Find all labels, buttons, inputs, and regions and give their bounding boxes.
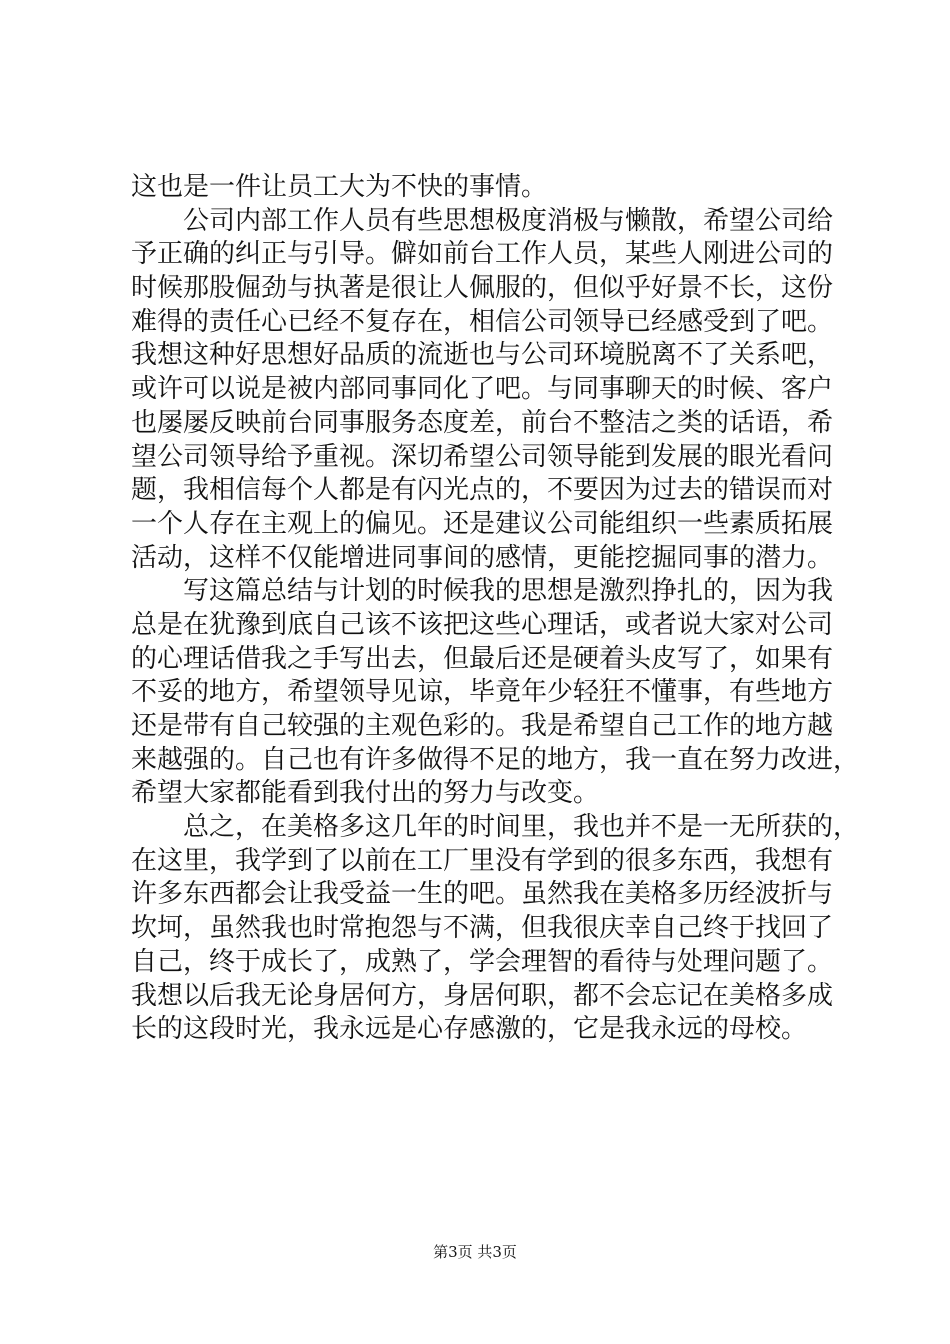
text-line: 总是在犹豫到底自己该不该把这些心理话，或者说大家对公司 (131, 609, 834, 640)
paragraph (131, 811, 860, 1047)
text-line: 还是带有自己较强的主观色彩的。我是希望自己工作的地方越 (131, 711, 834, 741)
text-line: 难得的责任心已经不复存在，相信公司领导已经感受到了吧。 (131, 306, 834, 337)
paragraph (131, 205, 834, 576)
text-line: 希望大家都能看到我付出的努力与改变。 (131, 778, 600, 809)
text-line: 或许可以说是被内部同事同化了吧。与同事聊天的时候、客户 (131, 374, 834, 405)
text-line: 坎坷，虽然我也时常抱怨与不满，但我很庆幸自己终于找回了 (131, 913, 834, 944)
text-line: 在这里，我学到了以前在工厂里没有学到的很多东西，我想有 (131, 845, 834, 876)
text-line: 时候那股倔劲与执著是很让人佩服的，但似乎好景不长，这份 (131, 273, 834, 304)
text-line: 一个人存在主观上的偏见。还是建议公司能组织一些素质拓展 (131, 508, 834, 539)
paragraph (131, 171, 823, 205)
text-line: 来越强的。自己也有许多做得不足的地方，我一直在努力改进， (131, 744, 860, 775)
text-line: 许多东西都会让我受益一生的吧。虽然我在美格多历经波折与 (131, 879, 834, 910)
text-line: 予正确的纠正与引导。僻如前台工作人员，某些人刚进公司的 (131, 239, 834, 270)
text-line: 这也是一件让员工大为不快的事情。 (131, 172, 548, 202)
text-line: 写这篇总结与计划的时候我的思想是激烈挣扎的，因为我 (183, 576, 834, 607)
page-number-label: 第3页 共3页 (433, 1243, 517, 1261)
text-line: 公司内部工作人员有些思想极度消极与懒散，希望公司给 (183, 205, 834, 236)
page-footer (0, 1242, 950, 1262)
text-line: 我想以后我无论身居何方，身居何职，都不会忘记在美格多成 (131, 980, 834, 1011)
text-line: 长的这段时光，我永远是心存感激的，它是我永远的母校。 (131, 1014, 808, 1045)
paragraph (131, 575, 860, 811)
text-line: 题，我相信每个人都是有闪光点的，不要因为过去的错误而对 (131, 475, 834, 506)
text-line: 望公司领导给予重视。深切希望公司领导能到发展的眼光看问 (131, 441, 834, 472)
document-body (131, 171, 860, 1047)
text-line: 不妥的地方，希望领导见谅，毕竟年少轻狂不懂事，有些地方 (131, 677, 834, 708)
text-line: 也屡屡反映前台同事服务态度差，前台不整洁之类的话语，希 (131, 407, 834, 438)
text-line: 的心理话借我之手写出去，但最后还是硬着头皮写了，如果有 (131, 643, 834, 674)
text-line: 总之，在美格多这几年的时间里，我也并不是一无所获的， (183, 812, 860, 843)
text-line: 我想这种好思想好品质的流逝也与公司环境脱离不了关系吧， (131, 340, 834, 371)
text-line: 自己，终于成长了，成熟了，学会理智的看待与处理问题了。 (131, 946, 834, 977)
text-line: 活动，这样不仅能增进同事间的感情，更能挖掘同事的潜力。 (131, 542, 834, 573)
